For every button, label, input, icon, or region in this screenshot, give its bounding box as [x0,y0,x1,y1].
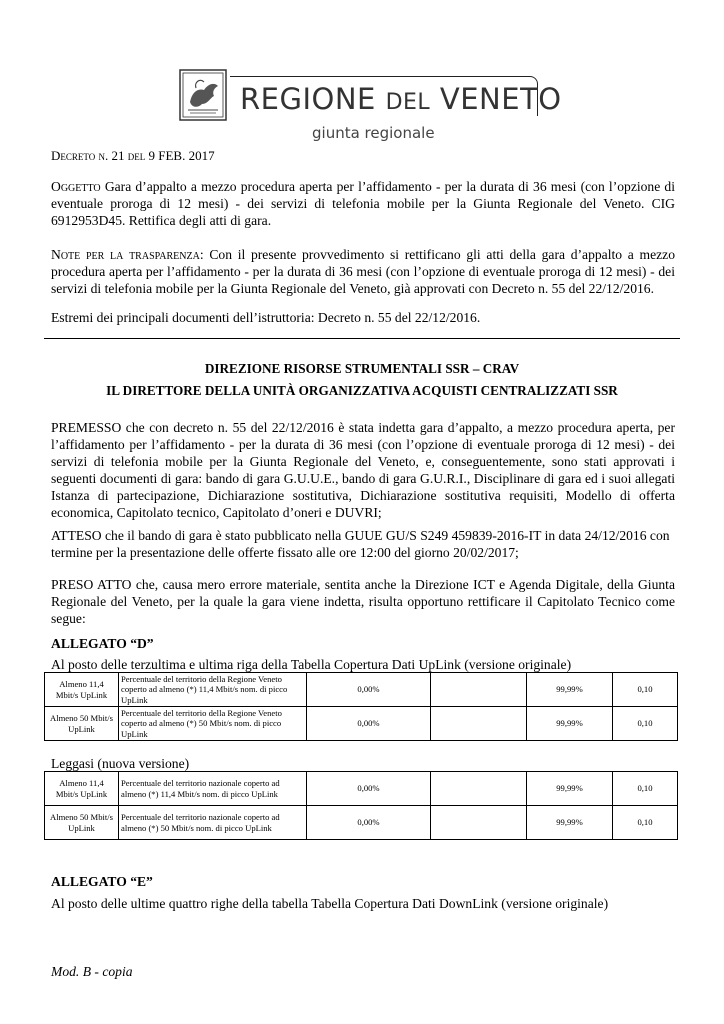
description-cell: Percentuale del territorio nazionale coperto ad almeno (*) 50 Mbit/s nom. di picco UpLink [119,806,307,840]
decree-prefix: Decreto n. [51,148,109,163]
logo-subtitle: giunta regionale [312,124,435,142]
value-cell: 0,10 [613,772,678,806]
region-name-part2: VENETO [439,82,562,116]
description-cell: Percentuale del territorio della Regione Veneto coperto ad almeno (*) 11,4 Mbit/s nom. di picco UpLink [119,673,307,707]
speed-cell: Almeno 50 Mbit/s UpLink [45,707,119,741]
table-new-uplink [44,771,678,840]
value-cell [431,772,527,806]
caption-original-table: Al posto delle terzultima e ultima riga della Tabella Copertura Dati UpLink (versione originale) [51,657,572,672]
caption-downlink-table: Al posto delle ultime quattro righe della tabella Tabella Copertura Dati DownLink (versione originale) [51,896,609,911]
value-cell: 99,99% [527,772,613,806]
value-cell: 99,99% [527,673,613,707]
value-cell: 99,99% [527,707,613,741]
preso-atto-paragraph: PRESO ATTO che, causa mero errore materiale, sentita anche la Direzione ICT e Agenda Digitale, della Giunta Regionale del Veneto, per la quale la gara viene indetta, risulta opportuno rettificare il Capitolato Tecnico come segue: [51,577,675,626]
table-row [45,707,678,741]
value-cell [431,707,527,741]
decree-line [51,148,215,164]
table-row [45,772,678,806]
speed-cell: Almeno 11,4 Mbit/s UpLink [45,772,119,806]
region-name-del: DEL [385,90,431,115]
caption-new-table: Leggasi (nuova versione) [51,756,190,771]
value-cell: 99,99% [527,806,613,840]
value-cell [431,806,527,840]
note-label: Note per la trasparenza: [51,247,204,262]
value-cell: 0,10 [613,673,678,707]
decree-date-label: del [127,148,146,163]
region-logo [178,68,562,126]
table-row [45,806,678,840]
value-cell: 0,00% [307,707,431,741]
allegato-d-heading: ALLEGATO “D” [51,636,154,651]
value-cell [431,673,527,707]
oggetto-paragraph [51,178,675,229]
table-original-uplink [44,672,678,741]
description-cell: Percentuale del territorio nazionale coperto ad almeno (*) 11,4 Mbit/s nom. di picco UpLink [119,772,307,806]
oggetto-text: Gara d’appalto a mezzo procedura aperta per l’affidamento - per la durata di 36 mesi (con l’opzione di eventuale proroga di 12 mesi) - dei servizi di telefonia mobile per la Giunta Regionale del Veneto. CIG 6912953D45. Rettifica degli atti di gara. [51,179,676,228]
note-trasparenza-paragraph [51,246,675,297]
value-cell: 0,00% [307,772,431,806]
section-divider [44,338,680,339]
value-cell: 0,10 [613,806,678,840]
speed-cell: Almeno 11,4 Mbit/s UpLink [45,673,119,707]
atteso-paragraph: ATTESO che il bando di gara è stato pubblicato nella GUUE GU/S S249 459839-2016-IT in data 24/12/2016 con termine per la presentazione delle offerte fissato alle ore 12:00 del giorno 20/02/2017; [51,528,670,560]
table-row [45,673,678,707]
decree-date: 9 FEB. 2017 [148,148,215,163]
value-cell: 0,00% [307,806,431,840]
lion-of-st-mark-emblem-icon [178,68,228,122]
speed-cell: Almeno 50 Mbit/s UpLink [45,806,119,840]
decree-number: 21 [111,148,125,163]
allegato-e-heading: ALLEGATO “E” [51,874,153,889]
direzione-heading: DIREZIONE RISORSE STRUMENTALI SSR – CRAV [204,361,520,376]
oggetto-label: Oggetto [51,179,101,194]
premesso-paragraph: PREMESSO che con decreto n. 55 del 22/12/2016 è stata indetta gara d’appalto, a mezzo procedura aperta, per l’affidamento per l’affidamento - per la durata di 36 mesi (con l’opzione di eventuale proroga di 12 mesi) - dei servizi di telefonia mobile per la Giunta Regionale del Veneto, e, conseguentemente, sono stati approvati i seguenti documenti di gara: bando di gara G.U.U.E., bando di gara G.U.R.I., Disciplinare di gara ed i suoi allegati Istanza di partecipazione, Dichiarazione sostitutiva, Dichiarazione sostitutiva requisiti, Modello di offerta economica, Capitolato tecnico, Capitolato d’oneri e DUVRI; [51,420,675,520]
description-cell: Percentuale del territorio della Regione Veneto coperto ad almeno (*) 50 Mbit/s nom. di picco UpLink [119,707,307,741]
region-name-part1: REGIONE [240,82,376,116]
region-name [240,82,562,120]
note-text: Con il presente provvedimento si rettificano gli atti della gara d’appalto a mezzo procedura aperta per l’affidamento - per la durata di 36 mesi (con l’opzione di eventuale proroga di 12 mesi) - dei servizi di telefonia mobile per la Giunta Regionale del Veneto, già approvati con Decreto n. 55 del 22/12/2016. [51,247,675,296]
estremi-paragraph: Estremi dei principali documenti dell’istruttoria: Decreto n. 55 del 22/12/2016. [51,310,481,325]
footer-mod-label: Mod. B - copia [51,964,133,979]
direttore-heading: IL DIRETTORE DELLA UNITÀ ORGANIZZATIVA ACQUISTI CENTRALIZZATI SSR [106,383,618,398]
value-cell: 0,10 [613,707,678,741]
value-cell: 0,00% [307,673,431,707]
